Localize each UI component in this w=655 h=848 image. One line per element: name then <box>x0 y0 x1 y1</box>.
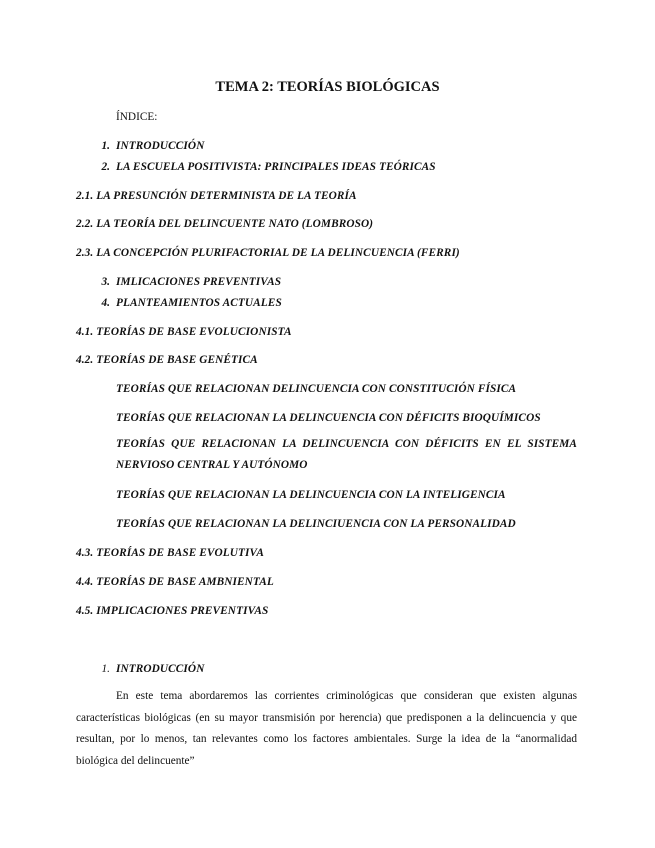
toc-item-4-2: 4.2. TEORÍAS DE BASE GENÉTICA <box>76 354 258 366</box>
toc-item-1-number: 1. <box>101 140 110 152</box>
toc-item-introduccion: INTRODUCCIÓN <box>116 140 205 152</box>
toc-item-4-3: 4.3. TEORÍAS DE BASE EVOLUTIVA <box>76 547 264 559</box>
section-1-heading: INTRODUCCIÓN <box>116 663 205 675</box>
toc-item-3-number: 3. <box>101 276 110 288</box>
toc-sub-constitucion-fisica: TEORÍAS QUE RELACIONAN DELINCUENCIA CON CONSTITUCIÓN FÍSICA <box>116 383 517 395</box>
toc-item-4-number: 4. <box>101 297 110 309</box>
section-1-number: 1. <box>101 663 110 675</box>
toc-sub-sistema-nervioso: TEORÍAS QUE RELACIONAN LA DELINCUENCIA CON DÉFICITS EN EL SISTEMA NERVIOSO CENTRAL Y AUTÓNOMO <box>116 438 577 471</box>
toc-item-implicaciones: IMLICACIONES PREVENTIVAS <box>116 276 282 288</box>
toc-item-4-4: 4.4. TEORÍAS DE BASE AMBNIENTAL <box>76 576 274 588</box>
page-title: TEMA 2: TEORÍAS BIOLÓGICAS <box>215 79 440 95</box>
toc-item-2-3: 2.3. LA CONCEPCIÓN PLURIFACTORIAL DE LA DELINCUENCIA (FERRI) <box>76 247 460 259</box>
toc-item-2-2: 2.2. LA TEORÍA DEL DELINCUENTE NATO (LOMBROSO) <box>76 218 374 230</box>
toc-item-2-1: 2.1. LA PRESUNCIÓN DETERMINISTA DE LA TEORÍA <box>76 190 357 202</box>
toc-sub-inteligencia: TEORÍAS QUE RELACIONAN LA DELINCUENCIA CON LA INTELIGENCIA <box>116 489 506 501</box>
toc-sub-personalidad: TEORÍAS QUE RELACIONAN LA DELINCIUENCIA CON LA PERSONALIDAD <box>116 518 516 530</box>
index-label: ÍNDICE: <box>116 111 158 123</box>
toc-sub-deficits-bioquimicos: TEORÍAS QUE RELACIONAN LA DELINCUENCIA CON DÉFICITS BIOQUÍMICOS <box>116 412 541 424</box>
toc-item-planteamientos: PLANTEAMIENTOS ACTUALES <box>116 297 282 309</box>
toc-item-4-1: 4.1. TEORÍAS DE BASE EVOLUCIONISTA <box>76 326 292 338</box>
toc-item-2-number: 2. <box>101 161 110 173</box>
toc-item-escuela-positivista: LA ESCUELA POSITIVISTA: PRINCIPALES IDEAS TEÓRICAS <box>116 161 436 173</box>
section-1-paragraph <box>76 686 577 772</box>
toc-item-4-5: 4.5. IMPLICACIONES PREVENTIVAS <box>76 605 269 617</box>
section-1-paragraph-text: En este tema abordaremos las corrientes criminológicas que consideran que existen algunas características biológicas (en su mayor transmisión por herencia) que predisponen a la delincuencia y que resultan, por lo menos, tan relevantes como los factores ambientales. Surge la idea de la “anormalidad biológica del delincuente” <box>76 690 577 767</box>
